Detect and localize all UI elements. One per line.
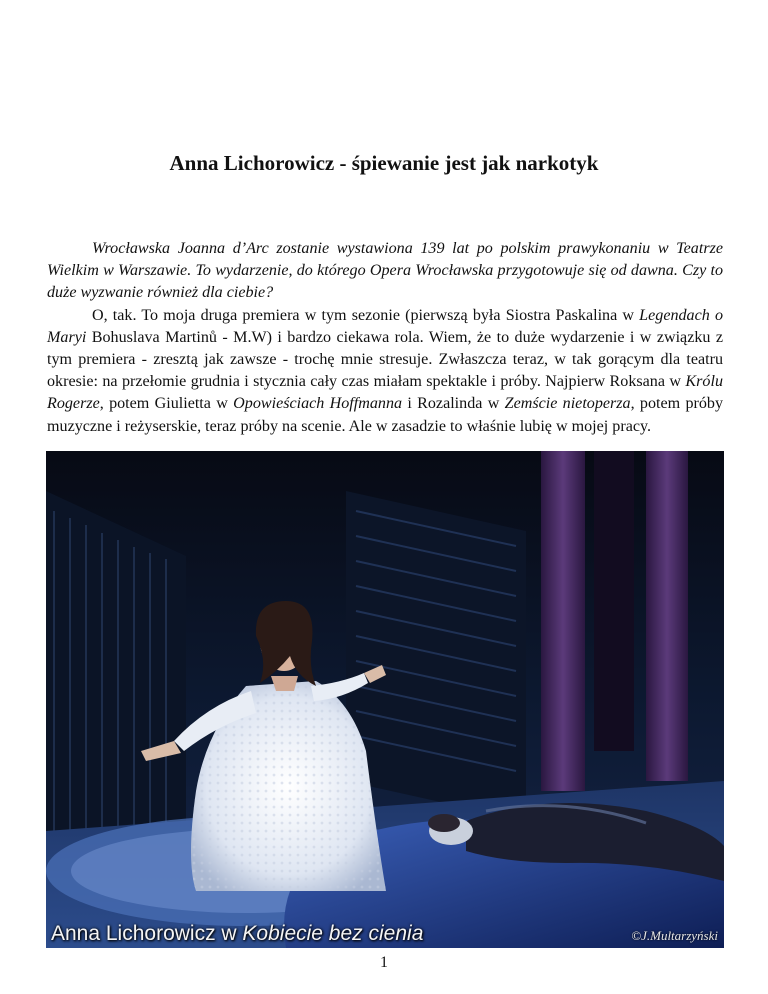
interview-question: Wrocławska Joanna d’Arc zostanie wystawiona 139 lat po polskim prawykonaniu w Teatrze Wielkim w Warszawie. To wydarzenie, do którego Opera Wrocławska przygotowuje się od dawna. Czy to duże wyzwanie również dla ciebie? <box>47 240 723 302</box>
caption-opera-title: Kobiecie bez cienia <box>242 922 424 945</box>
caption-name: Anna Lichorowicz w <box>51 922 243 945</box>
answer-text: Bohuslava Martinů - M.W) i bardzo ciekawa rola. Wiem, że to duże wydarzenie i w związku z tym premiera - zresztą jak zawsze - trochę mnie stresuje. Zwłaszcza teraz, w tak gorącym dla teatru okresie: na przełomie grudnia i stycznia cały czas miałam spektakle i próby. Najpierw Roksana w <box>47 328 723 391</box>
interview-answer <box>47 305 723 438</box>
answer-title-italic: Legendach o Maryi <box>47 306 723 346</box>
stage-photo <box>46 451 724 948</box>
page-title: Anna Lichorowicz - śpiewanie jest jak narkotyk <box>169 151 599 175</box>
article-body <box>47 238 723 438</box>
answer-title-italic: Królu Rogerze <box>47 373 723 413</box>
answer-text: O, tak. To moja druga premiera w tym sezonie (pierwszą była Siostra Paskalina w <box>92 306 640 324</box>
answer-title-italic: Opowieściach Hoffmanna <box>233 395 403 413</box>
page-number: 1 <box>380 954 388 971</box>
photo-credit: ©J.Multarzyński <box>631 928 718 943</box>
answer-text: i Rozalinda w <box>402 395 505 413</box>
stage-photo-illustration <box>46 451 724 948</box>
answer-text: , potem Giulietta w <box>99 395 234 413</box>
answer-title-italic: Zemście nietoperza <box>504 395 631 413</box>
answer-text: , potem próby muzyczne i reżyserskie, teraz próby na scenie. Ale w zasadzie to właśnie lubię w mojej pracy. <box>47 395 724 435</box>
photo-caption <box>51 922 423 946</box>
